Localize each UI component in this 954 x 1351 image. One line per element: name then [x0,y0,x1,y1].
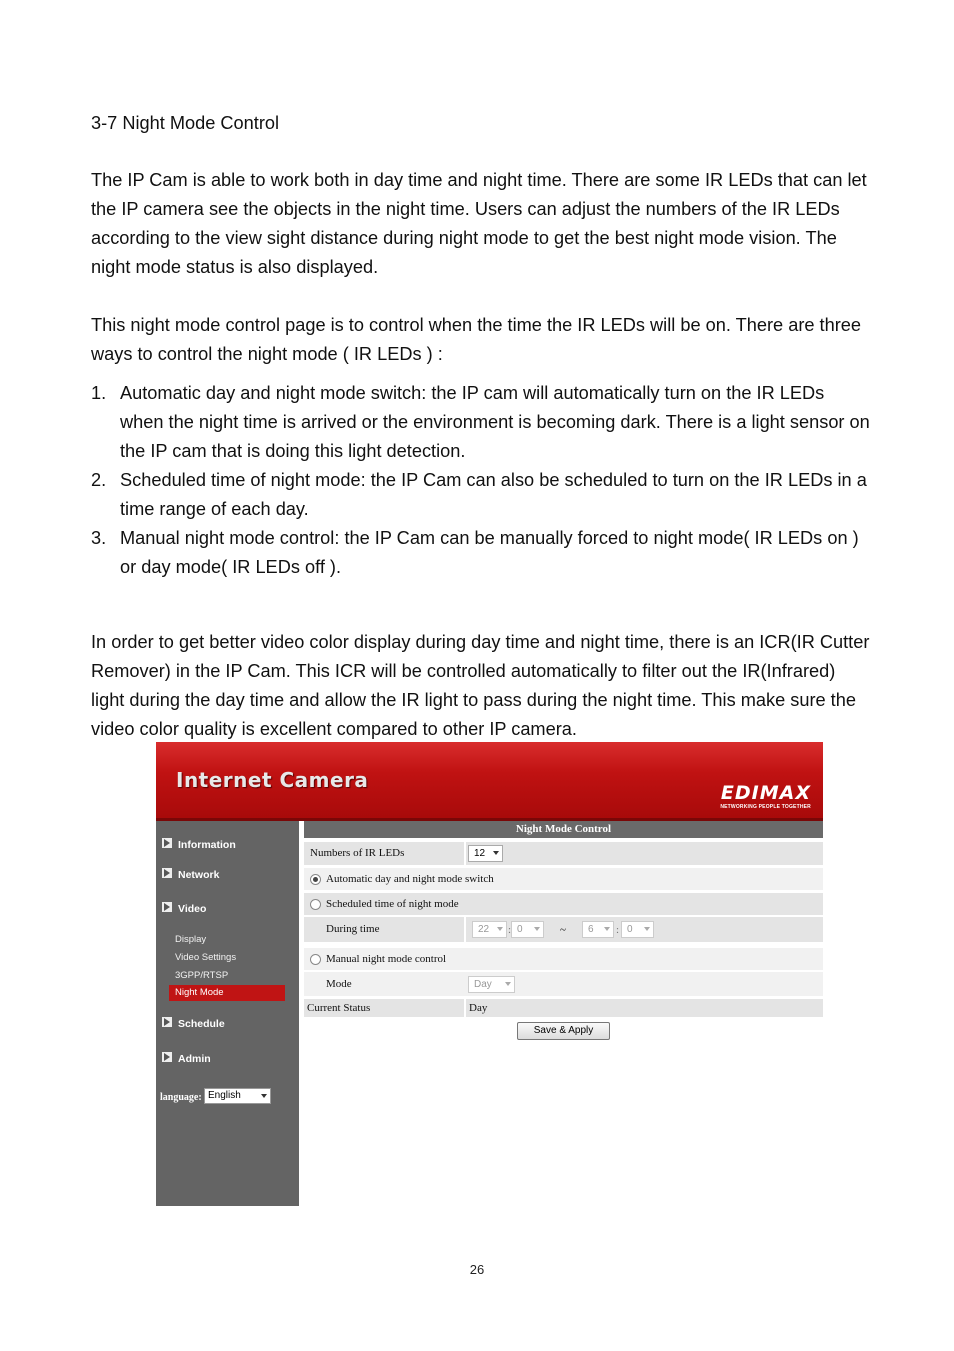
sidebar-item-schedule[interactable]: Schedule [162,1017,225,1033]
list-item: 2. Scheduled time of night mode: the IP Cam can also be scheduled to turn on the IR LEDs in a time range of each day. [91,470,867,519]
sidebar-item-information[interactable]: Information [162,838,236,854]
scheduled-mode-label: Scheduled time of night mode [326,898,459,910]
control-paragraph: This night mode control page is to control when the time the IR LEDs will be on. There are three ways to control the night mode ( IR LEDs ) : [91,315,862,365]
auto-mode-row [304,868,823,890]
arrow-icon [162,838,172,848]
auto-mode-label: Automatic day and night mode switch [326,873,494,885]
during-time-row: During time 22 : 0 ~ 6 : 0 [304,917,823,942]
status-label: Current Status [307,1002,371,1014]
during-time-label: During time [326,923,380,935]
list-item: 3. Manual night mode control: the IP Cam can be manually forced to night mode( IR LEDs on ) or day mode( IR LEDs off ). [91,528,859,577]
scheduled-mode-radio[interactable] [310,899,321,910]
sidebar-item-video[interactable]: Video [162,902,206,918]
chevron-down-icon [505,982,511,986]
brand-tagline: NETWORKING PEOPLE TOGETHER [720,804,811,810]
manual-mode-radio[interactable] [310,954,321,965]
chevron-down-icon [534,927,540,931]
auto-mode-radio[interactable] [310,874,321,885]
status-row [304,999,823,1017]
sidebar [156,821,299,1206]
chevron-down-icon [493,851,499,855]
save-apply-button[interactable]: Save & Apply [517,1022,610,1040]
arrow-icon [162,1052,172,1062]
camera-screenshot [156,742,823,1206]
chevron-down-icon [261,1094,267,1098]
sidebar-item-network[interactable]: Network [162,868,219,884]
sidebar-item-admin[interactable]: Admin [162,1052,211,1068]
sidebar-subitem-video-settings[interactable]: Video Settings [175,952,237,963]
chevron-down-icon [644,927,650,931]
manual-mode-row [304,948,823,970]
mode-row [304,972,823,996]
scheduled-mode-row [304,893,823,915]
start-hour-select[interactable]: 22 [472,921,507,938]
panel-title: Night Mode Control [304,821,823,838]
sidebar-subitem-night-mode[interactable]: Night Mode [169,985,285,1001]
end-hour-select[interactable]: 6 [582,921,614,938]
intro-paragraph: The IP Cam is able to work both in day time and night time. There are some IR LEDs that can let the IP camera see the objects in the night time. Users can adjust the numbers of the IR LEDs according to the view sight distance during night mode to get the best night mode vision. The night mode status is also displayed. [91,170,867,278]
end-minute-select[interactable]: 0 [621,921,654,938]
ir-leds-label: Numbers of IR LEDs [310,847,405,859]
arrow-icon [162,1017,172,1027]
list-item: 1. Automatic day and night mode switch: the IP cam will automatically turn on the IR LEDs when the night time is arrived or the environment is becoming dark. There is a light sensor on the IP cam that is doing this light detection. [91,383,870,461]
page-number: 26 [469,1262,485,1277]
sidebar-subitem-display[interactable]: Display [175,934,207,945]
section-heading: 3-7 Night Mode Control [91,113,280,134]
ir-leds-select[interactable]: 12 [468,845,503,862]
mode-select[interactable]: Day [468,976,515,993]
camera-header [156,742,823,821]
language-label: language: [160,1092,202,1103]
camera-title: Internet Camera [176,768,369,792]
arrow-icon [162,868,172,878]
manual-mode-label: Manual night mode control [326,953,447,965]
control-modes-list [91,379,871,582]
language-select[interactable]: English [204,1088,271,1104]
status-value: Day [469,1002,488,1014]
ir-leds-row [304,842,823,865]
chevron-down-icon [497,927,503,931]
icr-paragraph: In order to get better video color display during day time and night time, there is an ICR(IR Cutter Remover) in the IP Cam. This ICR will be controlled automatically to filter out the IR(Infrared) light during the day time and allow the IR light to pass during the night time. This make sure the video color quality is excellent compared to other IP camera. [91,632,870,740]
start-minute-select[interactable]: 0 [511,921,544,938]
mode-label: Mode [326,978,352,990]
arrow-icon [162,902,172,912]
sidebar-subitem-3gpp-rtsp[interactable]: 3GPP/RTSP [175,970,229,981]
range-tilde: ~ [560,924,566,936]
brand-logo: EDIMAX [720,782,811,804]
chevron-down-icon [604,927,610,931]
